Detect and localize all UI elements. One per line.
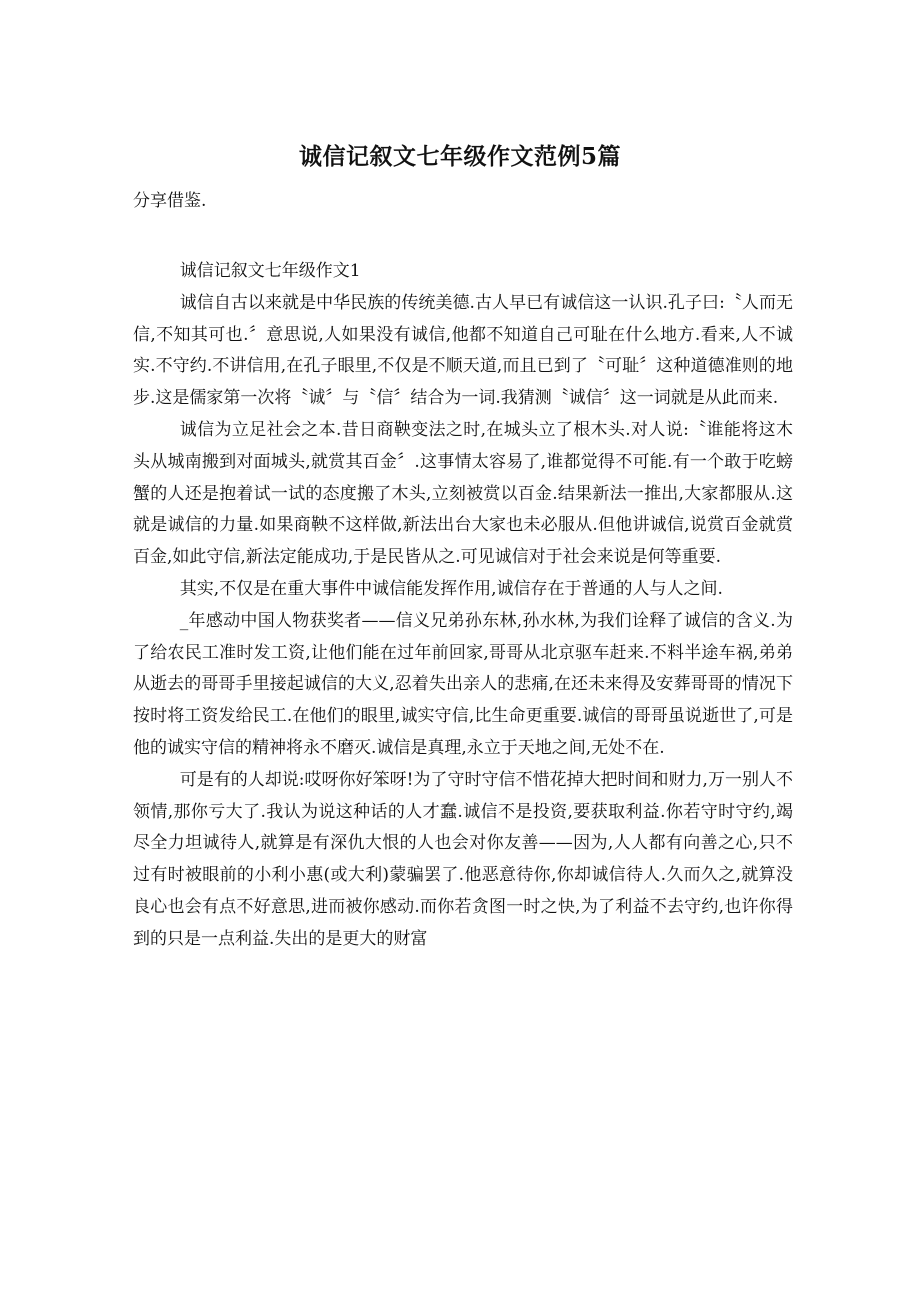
paragraph: 可是有的人却说:哎呀你好笨呀!为了守时守信不惜花掉大把时间和财力,万一别人不领情,那你亏大了.我认为说这种话的人才蠢.诚信不是投资,要获取利益.你若守时守约,竭尽全力坦诚待人,就算是有深仇大恨的人也会对你友善——因为,人人都有向善之心,只不过有时被眼前的小利小惠(或大利)蒙骗罢了.他恶意待你,你却诚信待人.久而久之,就算没良心也会有点不好意思,进而被你感动.而你若贪图一时之快,为了利益不去守约,也许你得到的只是一点利益.失出的是更大的财富: [133, 769, 793, 949]
paragraph: 其实,不仅是在重大事件中诚信能发挥作用,诚信存在于普通的人与人之间.: [179, 578, 723, 599]
article-body: [133, 256, 793, 956]
paragraph: 诚信为立足社会之本.昔日商鞅变法之时,在城头立了根木头.对人说:〝谁能将这木头从城南搬到对面城头,就赏其百金〞.这事情太容易了,谁都觉得不可能.有一个敢于吃螃蟹的人还是抱着试一试的态度搬了木头,立刻被赏以百金.结果新法一推出,大家都服从.这就是诚信的力量.如果商鞅不这样做,新法出台大家也未必服从.但他讲诚信,说赏百金就赏百金,如此守信,新法定能成功,于是民皆从之.可见诚信对于社会来说是何等重要.: [133, 419, 793, 568]
document-title: 诚信记叙文七年级作文范例5篇: [298, 143, 621, 170]
paragraph: _年感动中国人物获奖者——信义兄弟孙东林,孙水林,为我们诠释了诚信的含义.为了给农民工准时发工资,让他们能在过年前回家,哥哥从北京驱车赶来.不料半途车祸,弟弟从逝去的哥哥手里接起诚信的大义,忍着失出亲人的悲痛,在还未来得及安葬哥哥的情况下按时将工资发给民工.在他们的眼里,诚实守信,比生命更重要.诚信的哥哥虽说逝世了,可是他的诚实守信的精神将永不磨灭.诚信是真理,永立于天地之间,无处不在.: [133, 610, 793, 758]
paragraph: 诚信自古以来就是中华民族的传统美德.古人早已有诚信这一认识.孔子曰:〝人而无信,不知其可也.〞意思说,人如果没有诚信,他都不知道自己可耻在什么地方.看来,人不诚实.不守约.不讲信用,在孔子眼里,不仅是不顺天道,而且已到了〝可耻〞这种道德准则的地步.这是儒家第一次将〝诚〞与〝信〞结合为一词.我猜测〝诚信〞这一词就是从此而来.: [133, 292, 793, 409]
intro-text: 分享借鉴.: [133, 191, 207, 211]
section-heading: 诚信记叙文七年级作文1: [179, 261, 361, 281]
